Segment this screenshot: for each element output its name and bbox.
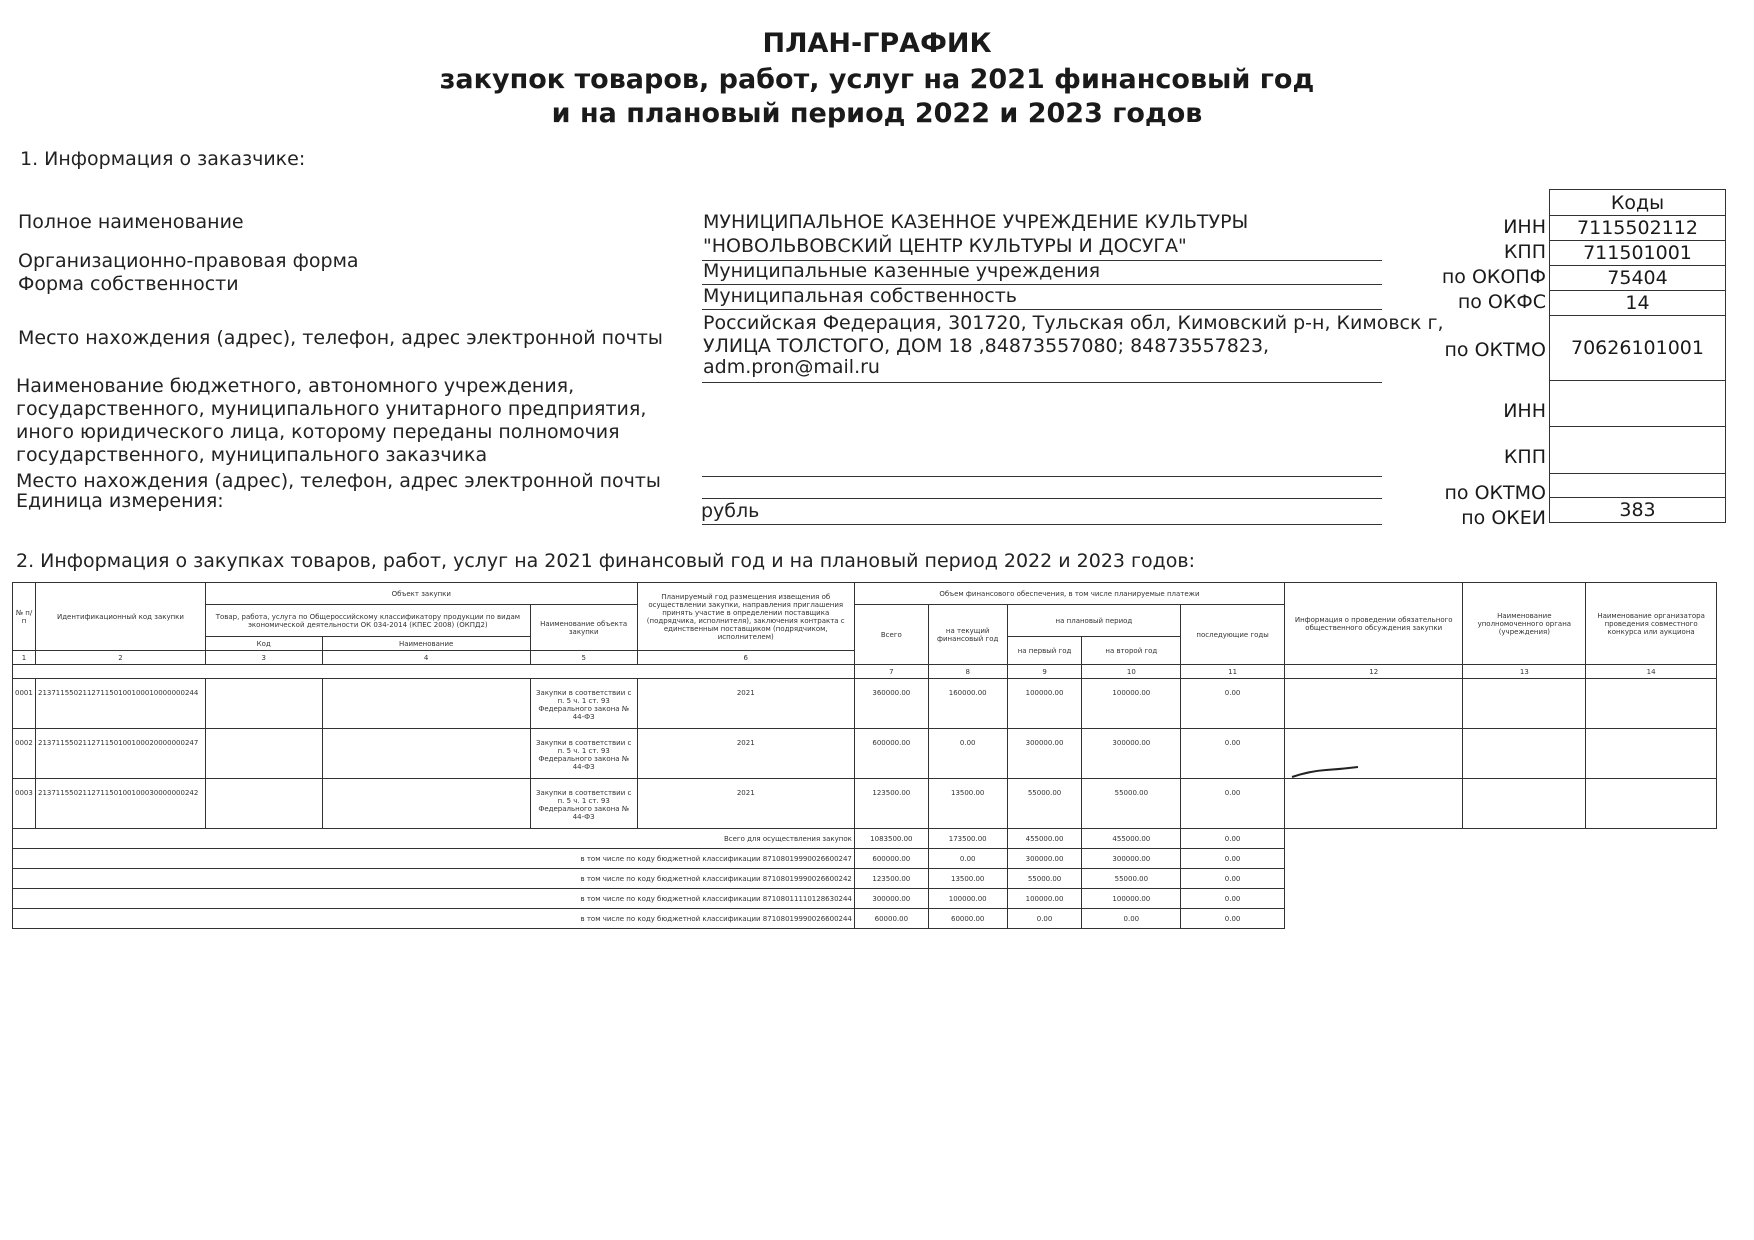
- value-full-name-1: МУНИЦИПАЛЬНОЕ КАЗЕННОЕ УЧРЕЖДЕНИЕ КУЛЬТУРЫ: [703, 211, 1249, 233]
- title-line-1: ПЛАН-ГРАФИК: [762, 28, 992, 59]
- totals-cur: 100000.00: [928, 889, 1007, 909]
- totals-later: 0.00: [1181, 909, 1285, 929]
- row-first-year: 55000.00: [1007, 779, 1082, 829]
- row-current: 160000.00: [928, 679, 1007, 729]
- code-okei: 383: [1550, 497, 1725, 522]
- code-inn: 7115502112: [1550, 215, 1725, 240]
- row-year: 2021: [637, 729, 854, 779]
- code-label-oktmo: по ОКТМО: [1444, 339, 1546, 361]
- row-ikz: 213711550211271150100100010000000244: [35, 679, 205, 729]
- totals-later: 0.00: [1181, 869, 1285, 889]
- label-legal-form: Организационно-правовая форма: [18, 250, 359, 272]
- colnum: 3: [205, 651, 322, 665]
- colnum: 14: [1586, 665, 1717, 679]
- header-later: последующие годы: [1181, 605, 1285, 665]
- code-label-okfs: по ОКФС: [1457, 291, 1546, 313]
- row-name: [322, 779, 530, 829]
- header-finance: Объем финансового обеспечения, в том числе планируемые платежи: [854, 583, 1284, 605]
- codes-header: Коды: [1610, 191, 1665, 214]
- row-num: 0002: [13, 729, 36, 779]
- row-later: 0.00: [1181, 779, 1285, 829]
- blank-area: [1284, 869, 1716, 889]
- totals-later: 0.00: [1181, 829, 1285, 849]
- value-address-2: УЛИЦА ТОЛСТОГО, ДОМ 18 ,84873557080; 84873557823,: [703, 335, 1270, 357]
- totals-later: 0.00: [1181, 889, 1285, 909]
- colnum: 10: [1082, 665, 1181, 679]
- totals-total: 600000.00: [854, 849, 928, 869]
- code-label-oktmo-2: по ОКТМО: [1444, 482, 1546, 504]
- totals-row: [13, 849, 1717, 869]
- colnum: 5: [530, 651, 637, 665]
- underline: [702, 476, 1382, 477]
- row-num: 0001: [13, 679, 36, 729]
- title-line-2: закупок товаров, работ, услуг на 2021 финансовый год: [439, 64, 1315, 95]
- header-code: Код: [205, 637, 322, 651]
- row-later: 0.00: [1181, 729, 1285, 779]
- totals-y2: 455000.00: [1082, 829, 1181, 849]
- totals-row: [13, 869, 1717, 889]
- row-code: [205, 679, 322, 729]
- table-row: [13, 679, 1717, 729]
- label-unit: Единица измерения:: [16, 490, 224, 512]
- blank-area: [1284, 829, 1716, 849]
- row-current: 13500.00: [928, 779, 1007, 829]
- code-label-okopf: по ОКОПФ: [1441, 266, 1546, 288]
- header-authorized: Наименование уполномоченного органа (учреждения): [1463, 583, 1586, 665]
- pen-mark: [1290, 764, 1360, 778]
- code-label-kpp: КПП: [1503, 241, 1546, 263]
- code-oktmo: 70626101001: [1550, 315, 1725, 380]
- totals-row: [13, 829, 1717, 849]
- row-num: 0003: [13, 779, 36, 829]
- row-year: 2021: [637, 679, 854, 729]
- totals-y1: 100000.00: [1007, 889, 1082, 909]
- row-total: 123500.00: [854, 779, 928, 829]
- underline: [702, 498, 1382, 499]
- row-code: [205, 779, 322, 829]
- row-code: [205, 729, 322, 779]
- row-current: 0.00: [928, 729, 1007, 779]
- row-ikz: 213711550211271150100100030000000242: [35, 779, 205, 829]
- header-ikz: Идентификационный код закупки: [35, 583, 205, 651]
- row-second-year: 55000.00: [1082, 779, 1181, 829]
- title-line-3: и на плановый период 2022 и 2023 годов: [551, 98, 1203, 129]
- codes-box: [1549, 189, 1726, 523]
- row-object-name: Закупки в соответствии с п. 5 ч. 1 ст. 93 Федерального закона № 44-ФЗ: [530, 779, 637, 829]
- table-row: [13, 779, 1717, 829]
- totals-label: в том числе по коду бюджетной классификации 87108019990026600244: [13, 909, 855, 929]
- code-label-kpp-2: КПП: [1503, 446, 1546, 468]
- code-kpp-2: [1550, 426, 1725, 473]
- colnum: 6: [637, 651, 854, 665]
- label-ownership: Форма собственности: [18, 273, 239, 295]
- label-address: Место нахождения (адрес), телефон, адрес электронной почты: [18, 327, 663, 349]
- totals-cur: 60000.00: [928, 909, 1007, 929]
- totals-label: в том числе по коду бюджетной классификации 87108011110128630244: [13, 889, 855, 909]
- row-total: 360000.00: [854, 679, 928, 729]
- row-ikz: 213711550211271150100100020000000247: [35, 729, 205, 779]
- row-total: 600000.00: [854, 729, 928, 779]
- code-label-inn: ИНН: [1503, 216, 1546, 238]
- row-later: 0.00: [1181, 679, 1285, 729]
- totals-cur: 13500.00: [928, 869, 1007, 889]
- blank-area: [1284, 889, 1716, 909]
- row-authorized: [1463, 729, 1586, 779]
- totals-y2: 0.00: [1082, 909, 1181, 929]
- row-second-year: 100000.00: [1082, 679, 1181, 729]
- blank-area: [1284, 909, 1716, 929]
- totals-total: 300000.00: [854, 889, 928, 909]
- header-planned: на плановый период: [1007, 605, 1181, 637]
- label-budget-institution: Наименование бюджетного, автономного учреждения, государственного, муниципального унитарного предприятия, иного юридического лица, которому переданы полномочия государственного, муниципального заказчика: [16, 375, 647, 466]
- row-object-name: Закупки в соответствии с п. 5 ч. 1 ст. 93 Федерального закона № 44-ФЗ: [530, 679, 637, 729]
- value-ownership: Муниципальная собственность: [703, 285, 1018, 307]
- colnum: 2: [35, 651, 205, 665]
- totals-label: в том числе по коду бюджетной классификации 87108019990026600247: [13, 849, 855, 869]
- header-object: Объект закупки: [205, 583, 637, 605]
- totals-later: 0.00: [1181, 849, 1285, 869]
- row-name: [322, 679, 530, 729]
- row-organizer: [1586, 779, 1717, 829]
- header-object-name: Наименование объекта закупки: [530, 605, 637, 651]
- colnum: 8: [928, 665, 1007, 679]
- totals-cur: 173500.00: [928, 829, 1007, 849]
- section2-heading: 2. Информация о закупках товаров, работ, услуг на 2021 финансовый год и на плановый период 2022 и 2023 годов:: [16, 550, 1196, 572]
- header-organizer: Наименование организатора проведения совместного конкурса или аукциона: [1586, 583, 1717, 665]
- totals-y1: 300000.00: [1007, 849, 1082, 869]
- colnum: 13: [1463, 665, 1586, 679]
- spacer: [13, 665, 855, 679]
- value-address-3: adm.pron@mail.ru: [703, 356, 880, 378]
- totals-y2: 300000.00: [1082, 849, 1181, 869]
- totals-y1: 0.00: [1007, 909, 1082, 929]
- totals-label: Всего для осуществления закупок: [13, 829, 855, 849]
- value-legal-form: Муниципальные казенные учреждения: [703, 260, 1101, 282]
- row-second-year: 300000.00: [1082, 729, 1181, 779]
- row-first-year: 100000.00: [1007, 679, 1082, 729]
- header-num: № п/п: [13, 583, 36, 651]
- row-authorized: [1463, 679, 1586, 729]
- code-okopf: 75404: [1550, 265, 1725, 290]
- totals-cur: 0.00: [928, 849, 1007, 869]
- totals-y2: 55000.00: [1082, 869, 1181, 889]
- row-year: 2021: [637, 779, 854, 829]
- header-year: Планируемый год размещения извещения об осуществлении закупки, направления приглашения принять участие в определении поставщика (подрядчика, исполнителя), заключения контракта с единственным поставщиком (подрядчиком, исполнителем): [637, 583, 854, 651]
- totals-row: [13, 889, 1717, 909]
- row-discussion: [1284, 779, 1462, 829]
- row-first-year: 300000.00: [1007, 729, 1082, 779]
- colnum: 1: [13, 651, 36, 665]
- colnum: 12: [1284, 665, 1462, 679]
- header-discussion: Информация о проведении обязательного общественного обсуждения закупки: [1284, 583, 1462, 665]
- row-discussion: [1284, 679, 1462, 729]
- code-label-okei: по ОКЕИ: [1461, 507, 1546, 529]
- label-full-name: Полное наименование: [18, 211, 244, 233]
- colnum: 9: [1007, 665, 1082, 679]
- header-first: на первый год: [1007, 637, 1082, 665]
- totals-y2: 100000.00: [1082, 889, 1181, 909]
- header-total: Всего: [854, 605, 928, 665]
- header-name: Наименование: [322, 637, 530, 651]
- row-organizer: [1586, 679, 1717, 729]
- code-oktmo-2: [1550, 473, 1725, 497]
- underline: [702, 524, 1382, 525]
- value-unit: рубль: [701, 500, 760, 522]
- totals-total: 123500.00: [854, 869, 928, 889]
- totals-total: 60000.00: [854, 909, 928, 929]
- totals-y1: 455000.00: [1007, 829, 1082, 849]
- colnum: 7: [854, 665, 928, 679]
- totals-total: 1083500.00: [854, 829, 928, 849]
- header-okpd: Товар, работа, услуга по Общероссийскому классификатору продукции по видам экономической деятельности ОК 034-2014 (КПЕС 2008) (ОКПД2): [205, 605, 530, 637]
- row-object-name: Закупки в соответствии с п. 5 ч. 1 ст. 93 Федерального закона № 44-ФЗ: [530, 729, 637, 779]
- totals-row: [13, 909, 1717, 929]
- value-full-name-2: "НОВОЛЬВОВСКИЙ ЦЕНТР КУЛЬТУРЫ И ДОСУГА": [703, 235, 1187, 257]
- totals-label: в том числе по коду бюджетной классификации 87108019990026600242: [13, 869, 855, 889]
- code-inn-2: [1550, 380, 1725, 426]
- colnum: 4: [322, 651, 530, 665]
- label-address-2: Место нахождения (адрес), телефон, адрес электронной почты: [16, 470, 661, 492]
- table-row: [13, 729, 1717, 779]
- header-second: на второй год: [1082, 637, 1181, 665]
- procurement-table: [12, 582, 1717, 929]
- colnum: 11: [1181, 665, 1285, 679]
- section1-heading: 1. Информация о заказчике:: [20, 148, 306, 170]
- header-current: на текущий финансовый год: [928, 605, 1007, 665]
- row-authorized: [1463, 779, 1586, 829]
- code-kpp: 711501001: [1550, 240, 1725, 265]
- blank-area: [1284, 849, 1716, 869]
- totals-y1: 55000.00: [1007, 869, 1082, 889]
- underline: [702, 309, 1382, 310]
- underline: [702, 382, 1382, 383]
- value-address-1: Российская Федерация, 301720, Тульская обл, Кимовский р-н, Кимовск г,: [703, 312, 1444, 334]
- code-label-inn-2: ИНН: [1503, 400, 1546, 422]
- code-okfs: 14: [1550, 290, 1725, 315]
- row-organizer: [1586, 729, 1717, 779]
- row-name: [322, 729, 530, 779]
